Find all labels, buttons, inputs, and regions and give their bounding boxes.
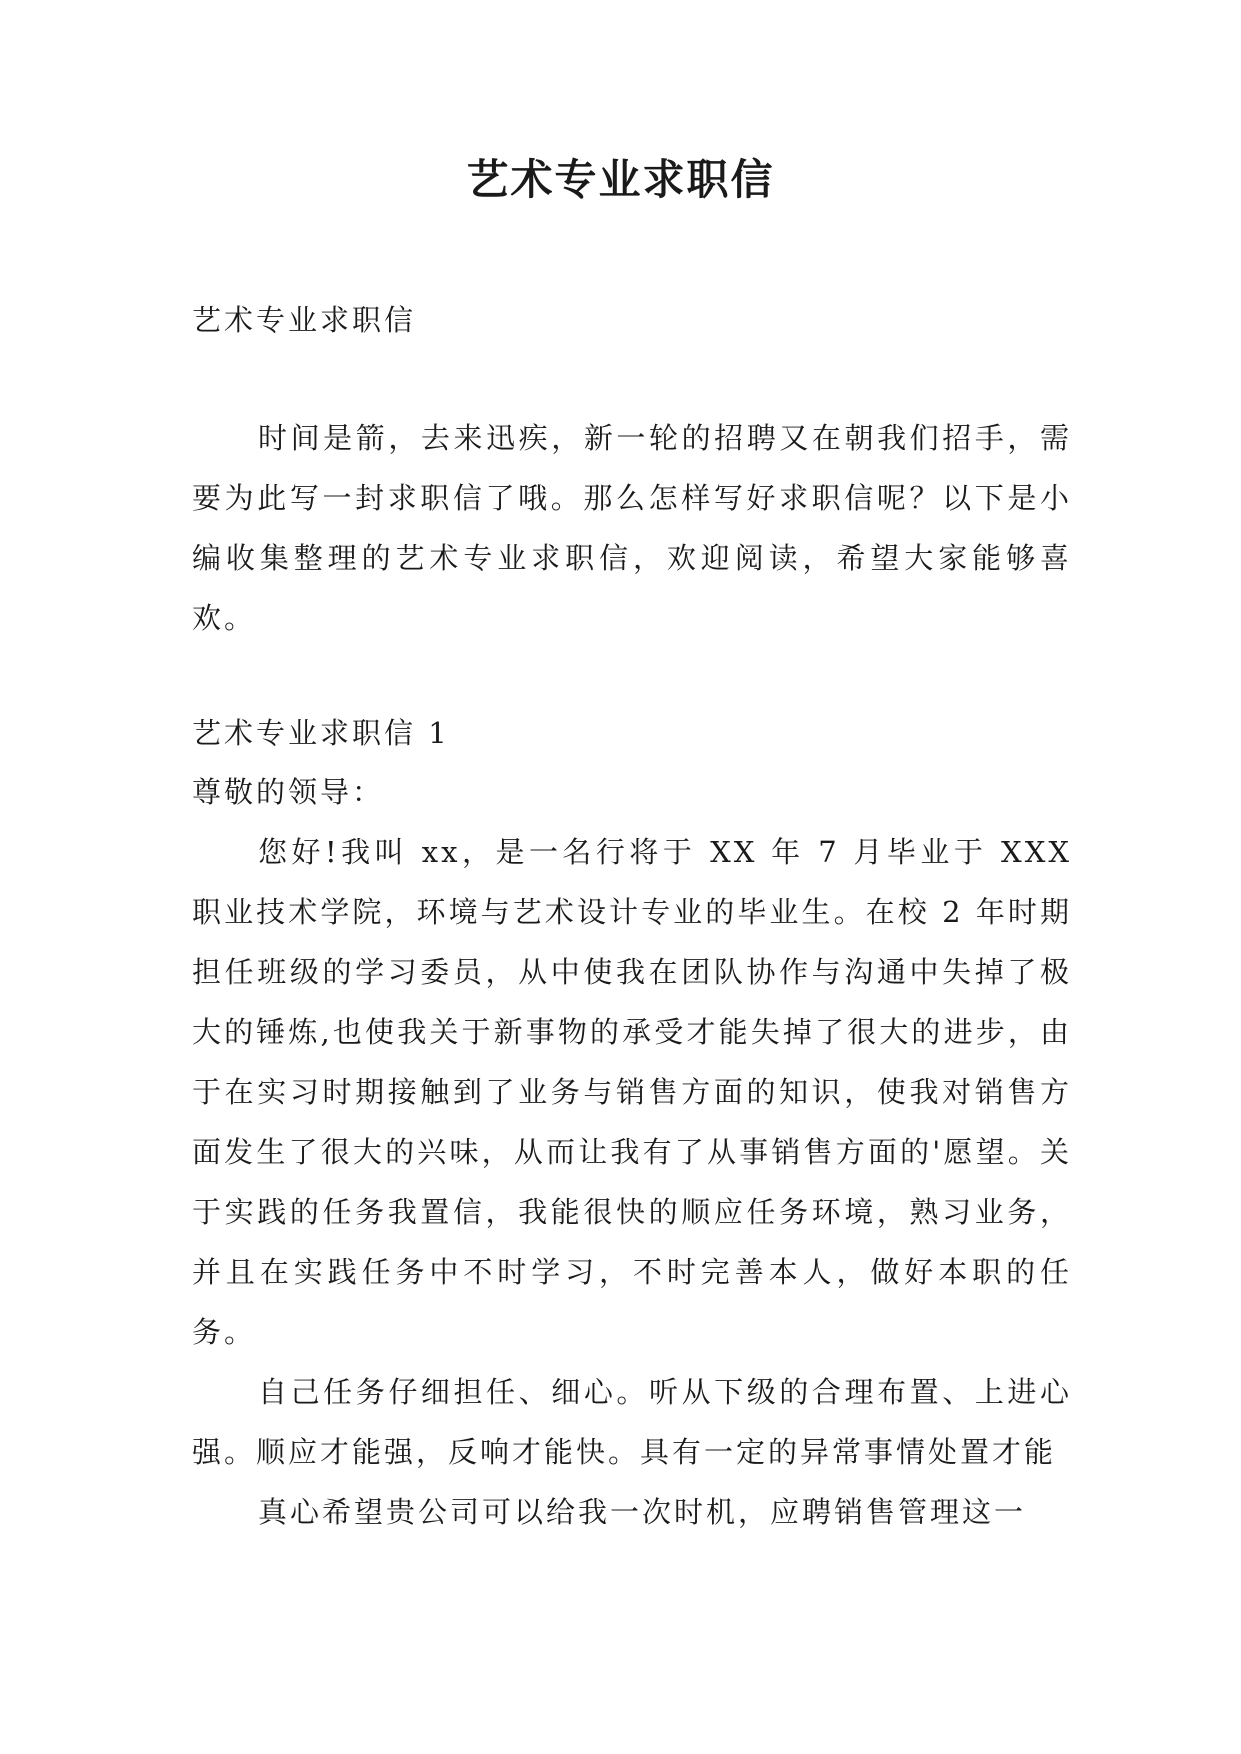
document-body [192, 290, 1072, 1542]
section-heading: 艺术专业求职信 1 [192, 716, 450, 750]
spacer [192, 350, 1072, 408]
intro-paragraph: 时间是箭，去来迅疾，新一轮的招聘又在朝我们招手，需要为此写一封求职信了哦。那么怎样写好求职信呢？以下是小编收集整理的艺术专业求职信，欢迎阅读，希望大家能够喜欢。 [192, 421, 1072, 635]
body-paragraph-3: 真心希望贵公司可以给我一次时机，应聘销售管理这一 [258, 1495, 1027, 1529]
body-paragraph-1: 您好!我叫 xx，是一名行将于 XX 年 7 月毕业于 XXX 职业技术学院，环境与艺术设计专业的毕业生。在校 2 年时期担任班级的学习委员，从中使我在团队协作与沟通中失掉了极大的锤炼,也使我关于新事物的承受才能失掉了很大的进步，由于在实习时期接触到了业务与销售方面的知识，使我对销售方面发生了很大的兴味，从而让我有了从事销售方面的'愿望。关于实践的任务我置信，我能很快的顺应任务环境，熟习业务，并且在实践任务中不时学习，不时完善本人，做好本职的任务。 [192, 835, 1072, 1349]
document-title: 艺术专业求职信 [466, 155, 775, 204]
document-subtitle: 艺术专业求职信 [192, 303, 417, 337]
body-paragraph-2: 自己任务仔细担任、细心。听从下级的合理布置、上进心强。顺应才能强，反响才能快。具有一定的异常事情处置才能 [192, 1375, 1072, 1469]
spacer [192, 648, 1072, 704]
salutation: 尊敬的领导： [192, 775, 385, 809]
